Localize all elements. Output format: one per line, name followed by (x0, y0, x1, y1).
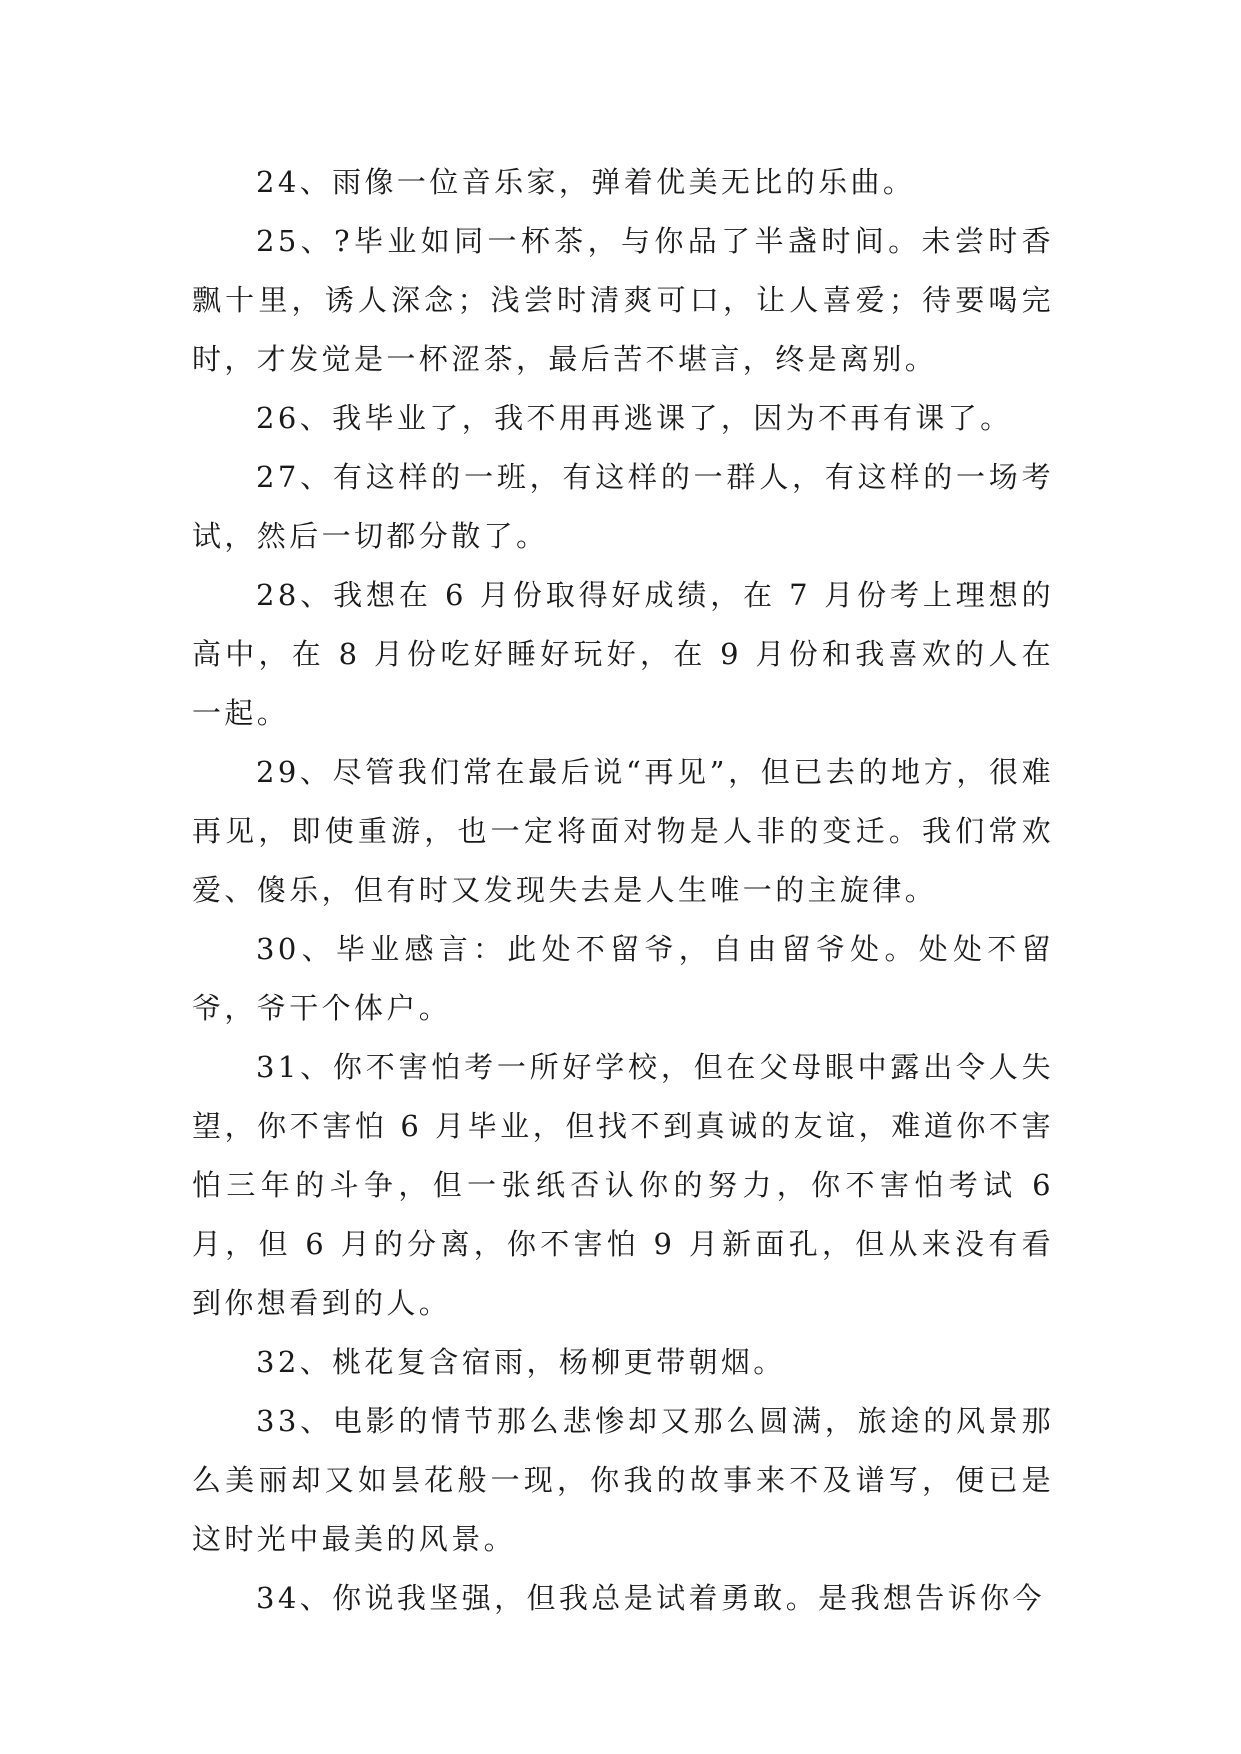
paragraph-33: 33、电影的情节那么悲惨却又那么圆满，旅途的风景那么美丽却又如昙花般一现，你我的故事来不及谱写，便已是这时光中最美的风景。 (192, 1404, 1054, 1556)
paragraph-25: 25、?毕业如同一杯茶，与你品了半盏时间。未尝时香飘十里，诱人深念；浅尝时清爽可口，让人喜爱；待要喝完时，才发觉是一杯涩茶，最后苦不堪言，终是离别。 (192, 224, 1054, 376)
paragraph-27: 27、有这样的一班，有这样的一群人，有这样的一场考试，然后一切都分散了。 (192, 460, 1054, 553)
document-body (192, 153, 1054, 1628)
paragraph-29: 29、尽管我们常在最后说“再见”，但已去的地方，很难再见，即使重游，也一定将面对物是人非的变迁。我们常欢爱、傻乐，但有时又发现失去是人生唯一的主旋律。 (192, 755, 1054, 907)
paragraph-31: 31、你不害怕考一所好学校，但在父母眼中露出令人失望，你不害怕 6 月毕业，但找不到真诚的友谊，难道你不害怕三年的斗争，但一张纸否认你的努力，你不害怕考试 6 月，但 6 月的分离，你不害怕 9 月新面孔，但从来没有看到你想看到的人。 (192, 1050, 1054, 1320)
paragraph-26: 26、我毕业了，我不用再逃课了，因为不再有课了。 (256, 401, 1013, 435)
paragraph-28: 28、我想在 6 月份取得好成绩，在 7 月份考上理想的高中，在 8 月份吃好睡好玩好，在 9 月份和我喜欢的人在一起。 (192, 578, 1054, 730)
paragraph-32: 32、桃花复含宿雨，杨柳更带朝烟。 (256, 1345, 786, 1379)
paragraph-30: 30、毕业感言：此处不留爷，自由留爷处。处处不留爷，爷干个体户。 (192, 932, 1054, 1025)
paragraph-34: 34、你说我坚强，但我总是试着勇敢。是我想告诉你今 (256, 1581, 1045, 1615)
paragraph-24: 24、雨像一位音乐家，弹着优美无比的乐曲。 (256, 165, 916, 199)
